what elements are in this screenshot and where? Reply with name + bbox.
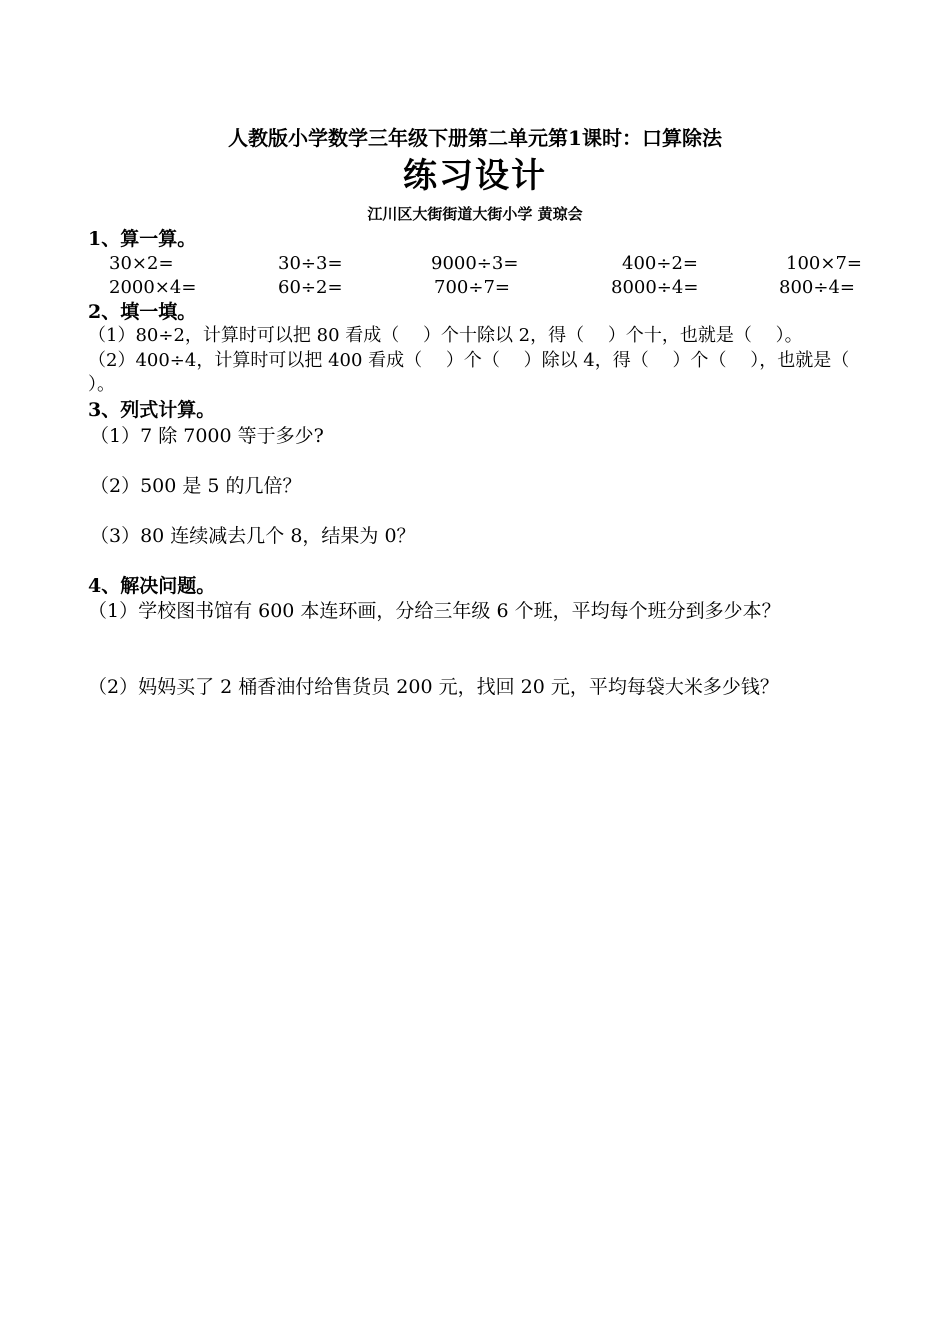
calc-item: 100×7= xyxy=(786,253,862,274)
document-title: 人教版小学数学三年级下册第二单元第1课时：口算除法 xyxy=(228,126,722,150)
document-subtitle: 练习设计 xyxy=(403,156,547,196)
list-question-2: （2）500 是 5 的几倍？ xyxy=(90,475,302,497)
fill-question-1: （1）80÷2，计算时可以把 80 看成（ ）个十除以 2，得（ ）个十，也就是（ ）。 xyxy=(88,325,803,346)
calc-item: 30×2= xyxy=(109,253,174,274)
author-line: 江川区大街街道大街小学 黄琼会 xyxy=(367,205,583,223)
calc-item: 9000÷3= xyxy=(431,253,519,274)
section-3-heading: 3、列式计算。 xyxy=(88,399,216,421)
section-4-heading: 4、解决问题。 xyxy=(88,575,216,597)
section-1-heading: 1、算一算。 xyxy=(88,228,197,250)
calc-item: 2000×4= xyxy=(109,277,197,298)
calc-item: 8000÷4= xyxy=(611,277,699,298)
calc-item: 30÷3= xyxy=(278,253,343,274)
list-question-1: （1）7 除 7000 等于多少? xyxy=(90,425,324,447)
section-2-heading: 2、填一填。 xyxy=(88,301,197,323)
fill-question-2: （2）400÷4，计算时可以把 400 看成（ ）个（ ）除以 4，得（ ）个（ ），也就是（ xyxy=(88,350,850,371)
calc-item: 60÷2= xyxy=(278,277,343,298)
calc-item: 700÷7= xyxy=(434,277,510,298)
fill-question-2-end: ）。 xyxy=(88,374,115,395)
problem-2: （2）妈妈买了 2 桶香油付给售货员 200 元，找回 20 元，平均每袋大米多少钱？ xyxy=(88,676,779,698)
calc-item: 400÷2= xyxy=(622,253,698,274)
calc-item: 800÷4= xyxy=(779,277,855,298)
problem-1: （1）学校图书馆有 600 本连环画，分给三年级 6 个班，平均每个班分到多少本？ xyxy=(88,600,781,622)
list-question-3: （3）80 连续减去几个 8，结果为 0？ xyxy=(90,525,416,547)
